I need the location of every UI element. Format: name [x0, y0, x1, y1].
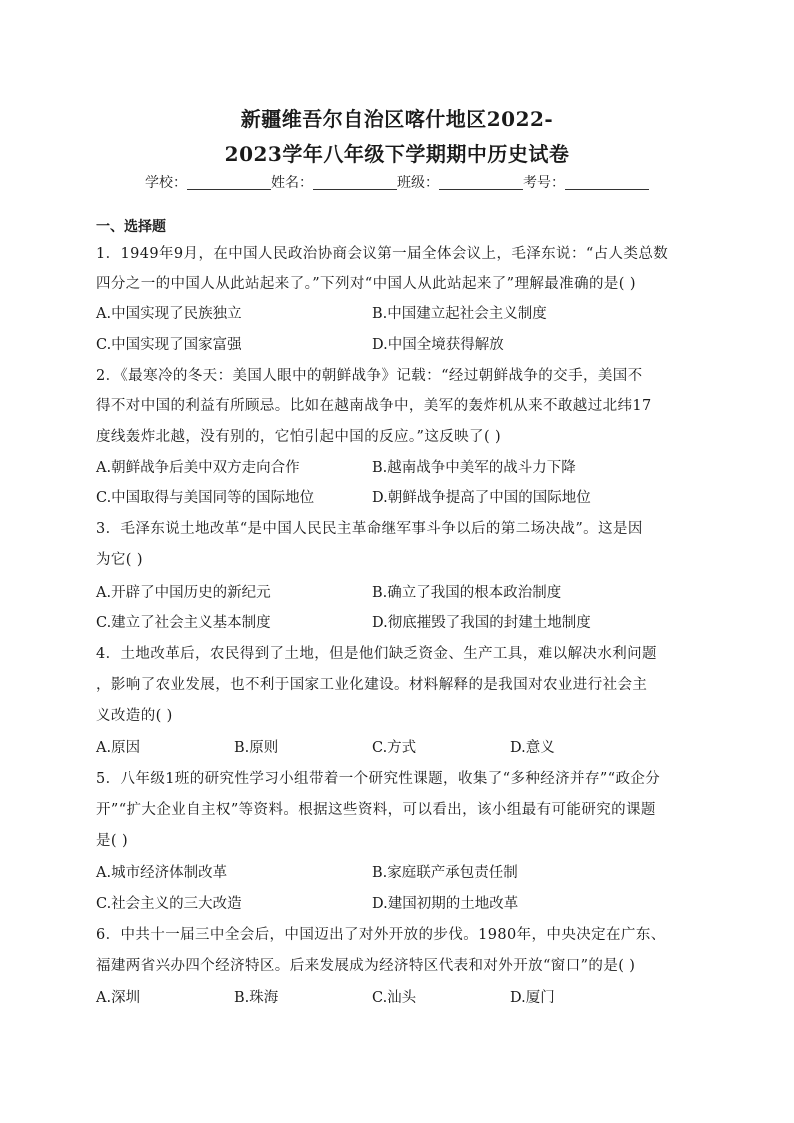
- name-blank: [313, 175, 397, 190]
- question-5-line-2: 开”“扩大企业自主权”等资料。根据这些资料，可以看出，该小组最有可能研究的课题: [96, 802, 656, 818]
- question-1-line-2: 四分之一的中国人从此站起来了。”下列对“中国人从此站起来了”理解最准确的是( ): [96, 276, 636, 292]
- question-4-option-a: A.原因: [96, 740, 141, 756]
- question-2-line-1: 2．《最寒冷的冬天：美国人眼中的朝鲜战争》记载：“经过朝鲜战争的交手，美国不: [96, 368, 643, 384]
- section-heading: 一、选择题: [96, 219, 166, 235]
- question-2-option-b: B.越南战争中美军的战斗力下降: [372, 460, 576, 476]
- question-4-line-1: 4．土地改革后，农民得到了土地，但是他们缺乏资金、生产工具，难以解决水利问题: [96, 646, 657, 662]
- school-blank: [187, 175, 271, 190]
- question-3-option-d: D.彻底摧毁了我国的封建土地制度: [372, 615, 591, 631]
- question-5-option-d: D.建国初期的土地改革: [372, 896, 519, 912]
- exam-title-line1: 新疆维吾尔自治区喀什地区2022-: [240, 107, 554, 131]
- school-label: 学校：: [145, 175, 187, 191]
- question-6-option-c: C.汕头: [372, 990, 417, 1006]
- question-1-option-c: C.中国实现了国家富强: [96, 337, 242, 353]
- question-2-option-a: A.朝鲜战争后美中双方走向合作: [96, 460, 300, 476]
- question-5-option-c: C.社会主义的三大改造: [96, 896, 242, 912]
- question-2-line-3: 度线轰炸北越，没有别的，它怕引起中国的反应。”这反映了( ): [96, 429, 502, 445]
- question-3-line-1: 3．毛泽东说土地改革“是中国人民民主革命继军事斗争以后的第二场决战”。这是因: [96, 521, 643, 537]
- question-4-option-d: D.意义: [510, 740, 555, 756]
- question-4-line-3: 义改造的( ): [96, 708, 173, 724]
- exam-title-line2: 2023学年八年级下学期期中历史试卷: [224, 142, 570, 166]
- question-6-option-d: D.厦门: [510, 990, 555, 1006]
- class-blank: [439, 175, 523, 190]
- question-6-option-a: A.深圳: [96, 990, 141, 1006]
- question-1-option-d: D.中国全境获得解放: [372, 337, 504, 353]
- student-info-row: [0, 172, 794, 192]
- question-2-line-2: 得不对中国的利益有所顾忌。比如在越南战争中，美军的轰炸机从来不敢越过北纬17: [96, 398, 652, 414]
- question-1-option-b: B.中国建立起社会主义制度: [372, 306, 547, 322]
- question-5-line-1: 5．八年级1班的研究性学习小组带着一个研究性课题，收集了“多种经济并存”“政企分: [96, 771, 661, 787]
- question-2-option-d: D.朝鲜战争提高了中国的国际地位: [372, 490, 591, 506]
- question-1-line-1: 1．1949年9月，在中国人民政治协商会议第一届全体会议上，毛泽东说：“占人类总数: [96, 246, 669, 262]
- question-4-option-c: C.方式: [372, 740, 417, 756]
- question-6-option-b: B.珠海: [234, 990, 279, 1006]
- question-1-option-a: A.中国实现了民族独立: [96, 306, 242, 322]
- exam-number-label: 考号：: [523, 175, 565, 191]
- question-6-line-2: 福建两省兴办四个经济特区。后来发展成为经济特区代表和对外开放“窗口”的是( ): [96, 958, 636, 974]
- question-2-option-c: C.中国取得与美国同等的国际地位: [96, 490, 315, 506]
- question-5-option-b: B.家庭联产承包责任制: [372, 865, 518, 881]
- question-6-line-1: 6．中共十一届三中全会后，中国迈出了对外开放的步伐。1980年，中央决定在广东、: [96, 927, 666, 943]
- question-5-option-a: A.城市经济体制改革: [96, 865, 228, 881]
- question-5-line-3: 是( ): [96, 833, 129, 849]
- question-4-line-2: ，影响了农业发展，也不利于国家工业化建设。材料解释的是我国对农业进行社会主: [96, 677, 648, 693]
- class-label: 班级：: [397, 175, 439, 191]
- question-3-option-b: B.确立了我国的根本政治制度: [372, 585, 562, 601]
- exam-number-blank: [565, 175, 649, 190]
- question-3-line-2: 为它( ): [96, 552, 143, 568]
- question-3-option-c: C.建立了社会主义基本制度: [96, 615, 271, 631]
- question-3-option-a: A.开辟了中国历史的新纪元: [96, 585, 271, 601]
- name-label: 姓名：: [271, 175, 313, 191]
- question-4-option-b: B.原则: [234, 740, 279, 756]
